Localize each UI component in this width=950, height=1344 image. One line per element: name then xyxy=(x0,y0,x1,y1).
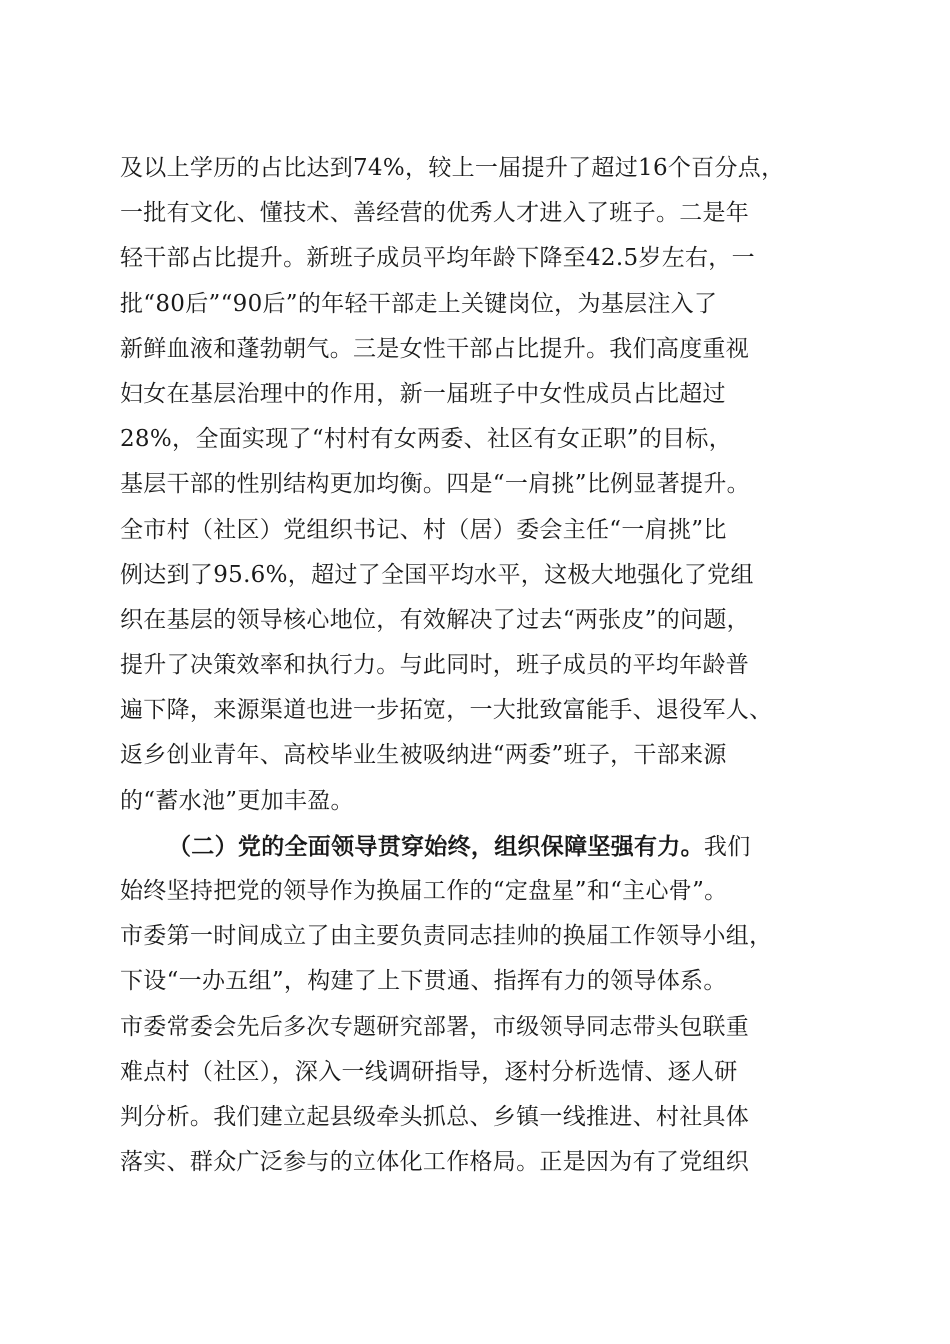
paragraph-line: 织在基层的领导核心地位，有效解决了过去“两张皮”的问题， xyxy=(120,606,750,633)
paragraph-line: 市委常委会先后多次专题研究部署，市级领导同志带头包联重 xyxy=(120,1013,750,1040)
paragraph-line: 例达到了95.6%，超过了全国平均水平，这极大地强化了党组 xyxy=(120,561,754,588)
paragraph-line: 返乡创业青年、高校毕业生被吸纳进“两委”班子，干部来源 xyxy=(120,742,727,769)
paragraph-line: 下设“一办五组”，构建了上下贯通、指挥有力的领导体系。 xyxy=(120,968,727,995)
paragraph-line: 28%，全面实现了“村村有女两委、社区有女正职”的目标， xyxy=(120,426,733,453)
paragraph-line: 基层干部的性别结构更加均衡。四是“一肩挑”比例显著提升。 xyxy=(120,471,750,498)
paragraph-line: 及以上学历的占比达到74%，较上一届提升了超过16个百分点， xyxy=(120,155,785,181)
paragraph-line: 一批有文化、懂技术、善经营的优秀人才进入了班子。二是年 xyxy=(120,200,750,227)
paragraph-line: 市委第一时间成立了由主要负责同志挂帅的换届工作领导小组， xyxy=(120,923,773,950)
section-heading-line xyxy=(120,824,840,869)
paragraph-line: 遍下降，来源渠道也进一步拓宽，一大批致富能手、退役军人、 xyxy=(120,697,773,724)
paragraph-line: 难点村（社区），深入一线调研指导，逐村分析选情、逐人研 xyxy=(120,1058,738,1085)
paragraph-line: 落实、群众广泛参与的立体化工作格局。正是因为有了党组织 xyxy=(120,1149,750,1176)
paragraph-line: 批“80后”“90后”的年轻干部走上关键岗位，为基层注入了 xyxy=(120,290,718,317)
document-body xyxy=(120,146,840,1185)
paragraph-line: 新鲜血液和蓬勃朝气。三是女性干部占比提升。我们高度重视 xyxy=(120,335,750,362)
paragraph-line: 提升了决策效率和执行力。与此同时，班子成员的平均年龄普 xyxy=(120,652,750,679)
paragraph-line: 判分析。我们建立起县级牵头抓总、乡镇一线推进、村社具体 xyxy=(120,1103,750,1130)
paragraph-line: 全市村（社区）党组织书记、村（居）委会主任“一肩挑”比 xyxy=(120,516,727,543)
section-heading: （二）党的全面领导贯穿始终，组织保障坚强有力。 xyxy=(168,832,704,860)
section-heading-continuation: 我们 xyxy=(703,833,751,860)
paragraph-line: 轻干部占比提升。新班子成员平均年龄下降至42.5岁左右，一 xyxy=(120,245,755,272)
paragraph-line: 的“蓄水池”更加丰盈。 xyxy=(120,787,354,814)
paragraph-line: 妇女在基层治理中的作用，新一届班子中女性成员占比超过 xyxy=(120,380,726,407)
paragraph-line: 始终坚持把党的领导作为换届工作的“定盘星”和“主心骨”。 xyxy=(120,878,728,904)
